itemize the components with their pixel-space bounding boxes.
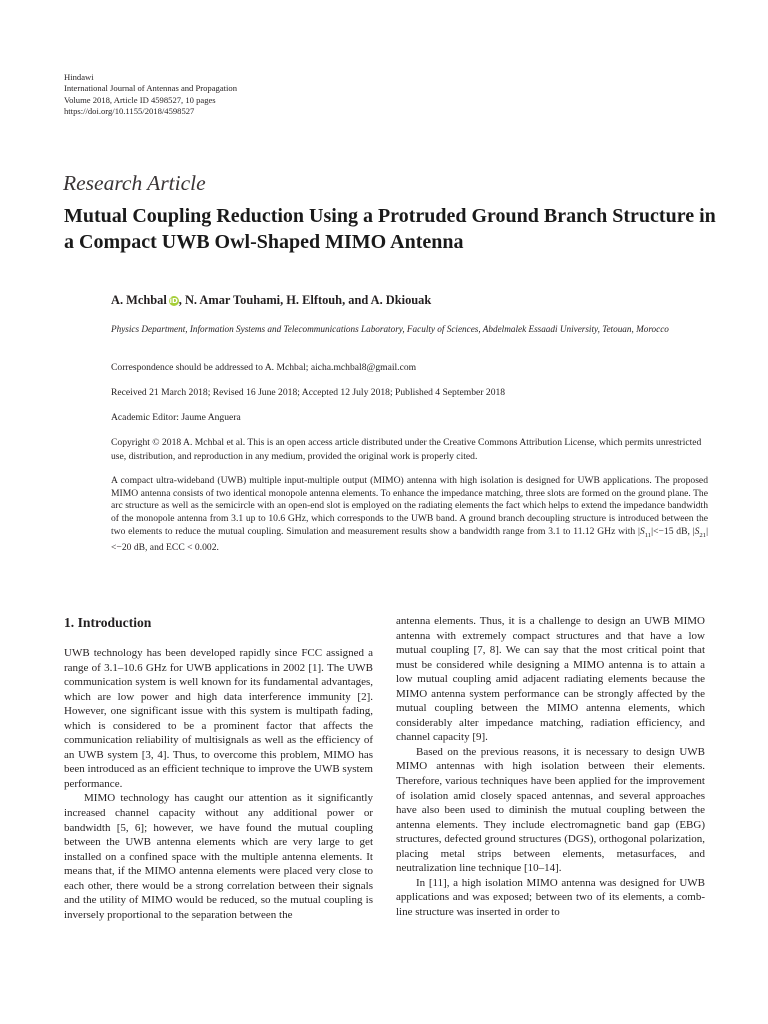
- paragraph: antenna elements. Thus, it is a challenge to design an UWB MIMO antenna with extremely compact structures and that have a low mutual coupling [7, 8]. We can say that the most critical point that must be considered while designing a MIMO antenna is to attain a low mutual coupling amid adjacent radiating elements because the MIMO antenna system performance can be strongly affected by the mutual coupling between the MIMO antenna elements, which considerably alter impedance matching, radiation efficiency, and channel capacity [9].: [396, 615, 705, 744]
- correspondence: Correspondence should be addressed to A. Mchbal; aicha.mchbal8@gmail.com: [111, 362, 417, 373]
- article-type: Research Article: [63, 171, 206, 195]
- author-rest: , N. Amar Touhami, H. Elftouh, and A. Dkiouak: [178, 293, 432, 307]
- author-first[interactable]: A. Mchbal: [111, 293, 167, 307]
- s21-subscript: 21: [699, 531, 707, 539]
- copyright-notice: Copyright © 2018 A. Mchbal et al. This is an open access article distributed under the Creative Commons Attribution License, which permits unrestricted use, distribution, and reproduction in any medium, provided the original work is properly cited.: [111, 437, 702, 462]
- right-column: [396, 614, 705, 919]
- s11-subscript: 11: [644, 531, 652, 539]
- left-column: [64, 646, 373, 922]
- abstract: [111, 475, 708, 555]
- journal-header: [64, 72, 237, 117]
- article-dates: Received 21 March 2018; Revised 16 June 2018; Accepted 12 July 2018; Published 4 September 2018: [111, 387, 506, 398]
- academic-editor: Academic Editor: Jaume Anguera: [111, 412, 241, 423]
- paragraph: Based on the previous reasons, it is necessary to design UWB MIMO antennas with high isolation between their elements. Therefore, various techniques have been applied for the improvement of isolation amid closely spaced antennas, and several approaches have also been used to diminish the mutual coupling between the antenna elements. They include electromagnetic band gap (EBG) structures, defected ground structures (DGS), orthogonal polarization, placing metal strips between elements, metasurfaces, and neutralization line technique [10–14].: [396, 745, 705, 875]
- abstract-mid: |<−15 dB, |: [651, 525, 695, 537]
- volume-info: Volume 2018, Article ID 4598527, 10 pages: [64, 94, 216, 105]
- author-list: [111, 293, 431, 308]
- abstract-end: |<−20 dB, and ECC < 0.002.: [111, 525, 708, 554]
- abstract-text: A compact ultra-wideband (UWB) multiple input-multiple output (MIMO) antenna with high isolation is designed for UWB applications. The proposed MIMO antenna consists of two identical monopole antenna elements. To enhance the impedance matching, three slots are formed on the ground plane. The arc structure as well as the semicircle with an open-end slot is employed on the radiating elements the fact which helps to extend the impedance bandwidth of the monopole antenna from 3.1 up to 10.6 GHz, which corresponds to the UWB band. A ground branch decoupling structure is introduced between the two elements to reduce the mutual coupling. Simulation and measurement results show a bandwidth range from 3.1 to 11.12 GHz with |: [111, 475, 708, 537]
- affiliation: Physics Department, Information Systems and Telecommunications Laboratory, Faculty of Sciences, Abdelmalek Essaadi University, Tetouan, Morocco: [111, 324, 669, 334]
- s11-symbol: S: [639, 525, 645, 537]
- orcid-icon[interactable]: iD: [169, 297, 178, 305]
- paragraph: MIMO technology has caught our attention as it significantly increased channel capacity without any additional power or bandwidth [5, 6]; however, we have found the mutual coupling between the UWB antenna elements which are very large to get installed on a confined space with the multiple antenna elements. It means that, if the MIMO antenna elements were placed very close to each other, there would be a strong correlation between their signals and the utility of MIMO would be reduced, so the mutual coupling is inversely proportional to the separation between the: [64, 792, 373, 921]
- doi-link[interactable]: https://doi.org/10.1155/2018/4598527: [64, 105, 195, 116]
- paragraph: In [11], a high isolation MIMO antenna was designed for UWB applications and was exposed; between two of its elements, a comb-line structure was inserted in order to: [396, 876, 705, 918]
- paragraph: UWB technology has been developed rapidly since FCC assigned a range of 3.1–10.6 GHz for UWB applications in 2002 [1]. The UWB communication system is well known for its fundamental advantages, which are low power and high data interference immunity [2]. However, one significant issue with this system is multipath fading, which is considered to be a prominent factor that affects the communication reliability of multisignals as well as the efficiency of an UWB system [3, 4]. Thus, to overcome this problem, MIMO has been introduced as an efficient technique to improve the UWB system performance.: [64, 647, 373, 790]
- article-title: Mutual Coupling Reduction Using a Protruded Ground Branch Structure in a Compact UWB Owl-Shaped MIMO Antenna: [64, 205, 716, 253]
- journal-name: International Journal of Antennas and Propagation: [64, 83, 238, 94]
- s21-symbol: S: [694, 525, 700, 537]
- publisher-name: Hindawi: [64, 72, 94, 82]
- section-heading: 1. Introduction: [64, 615, 152, 630]
